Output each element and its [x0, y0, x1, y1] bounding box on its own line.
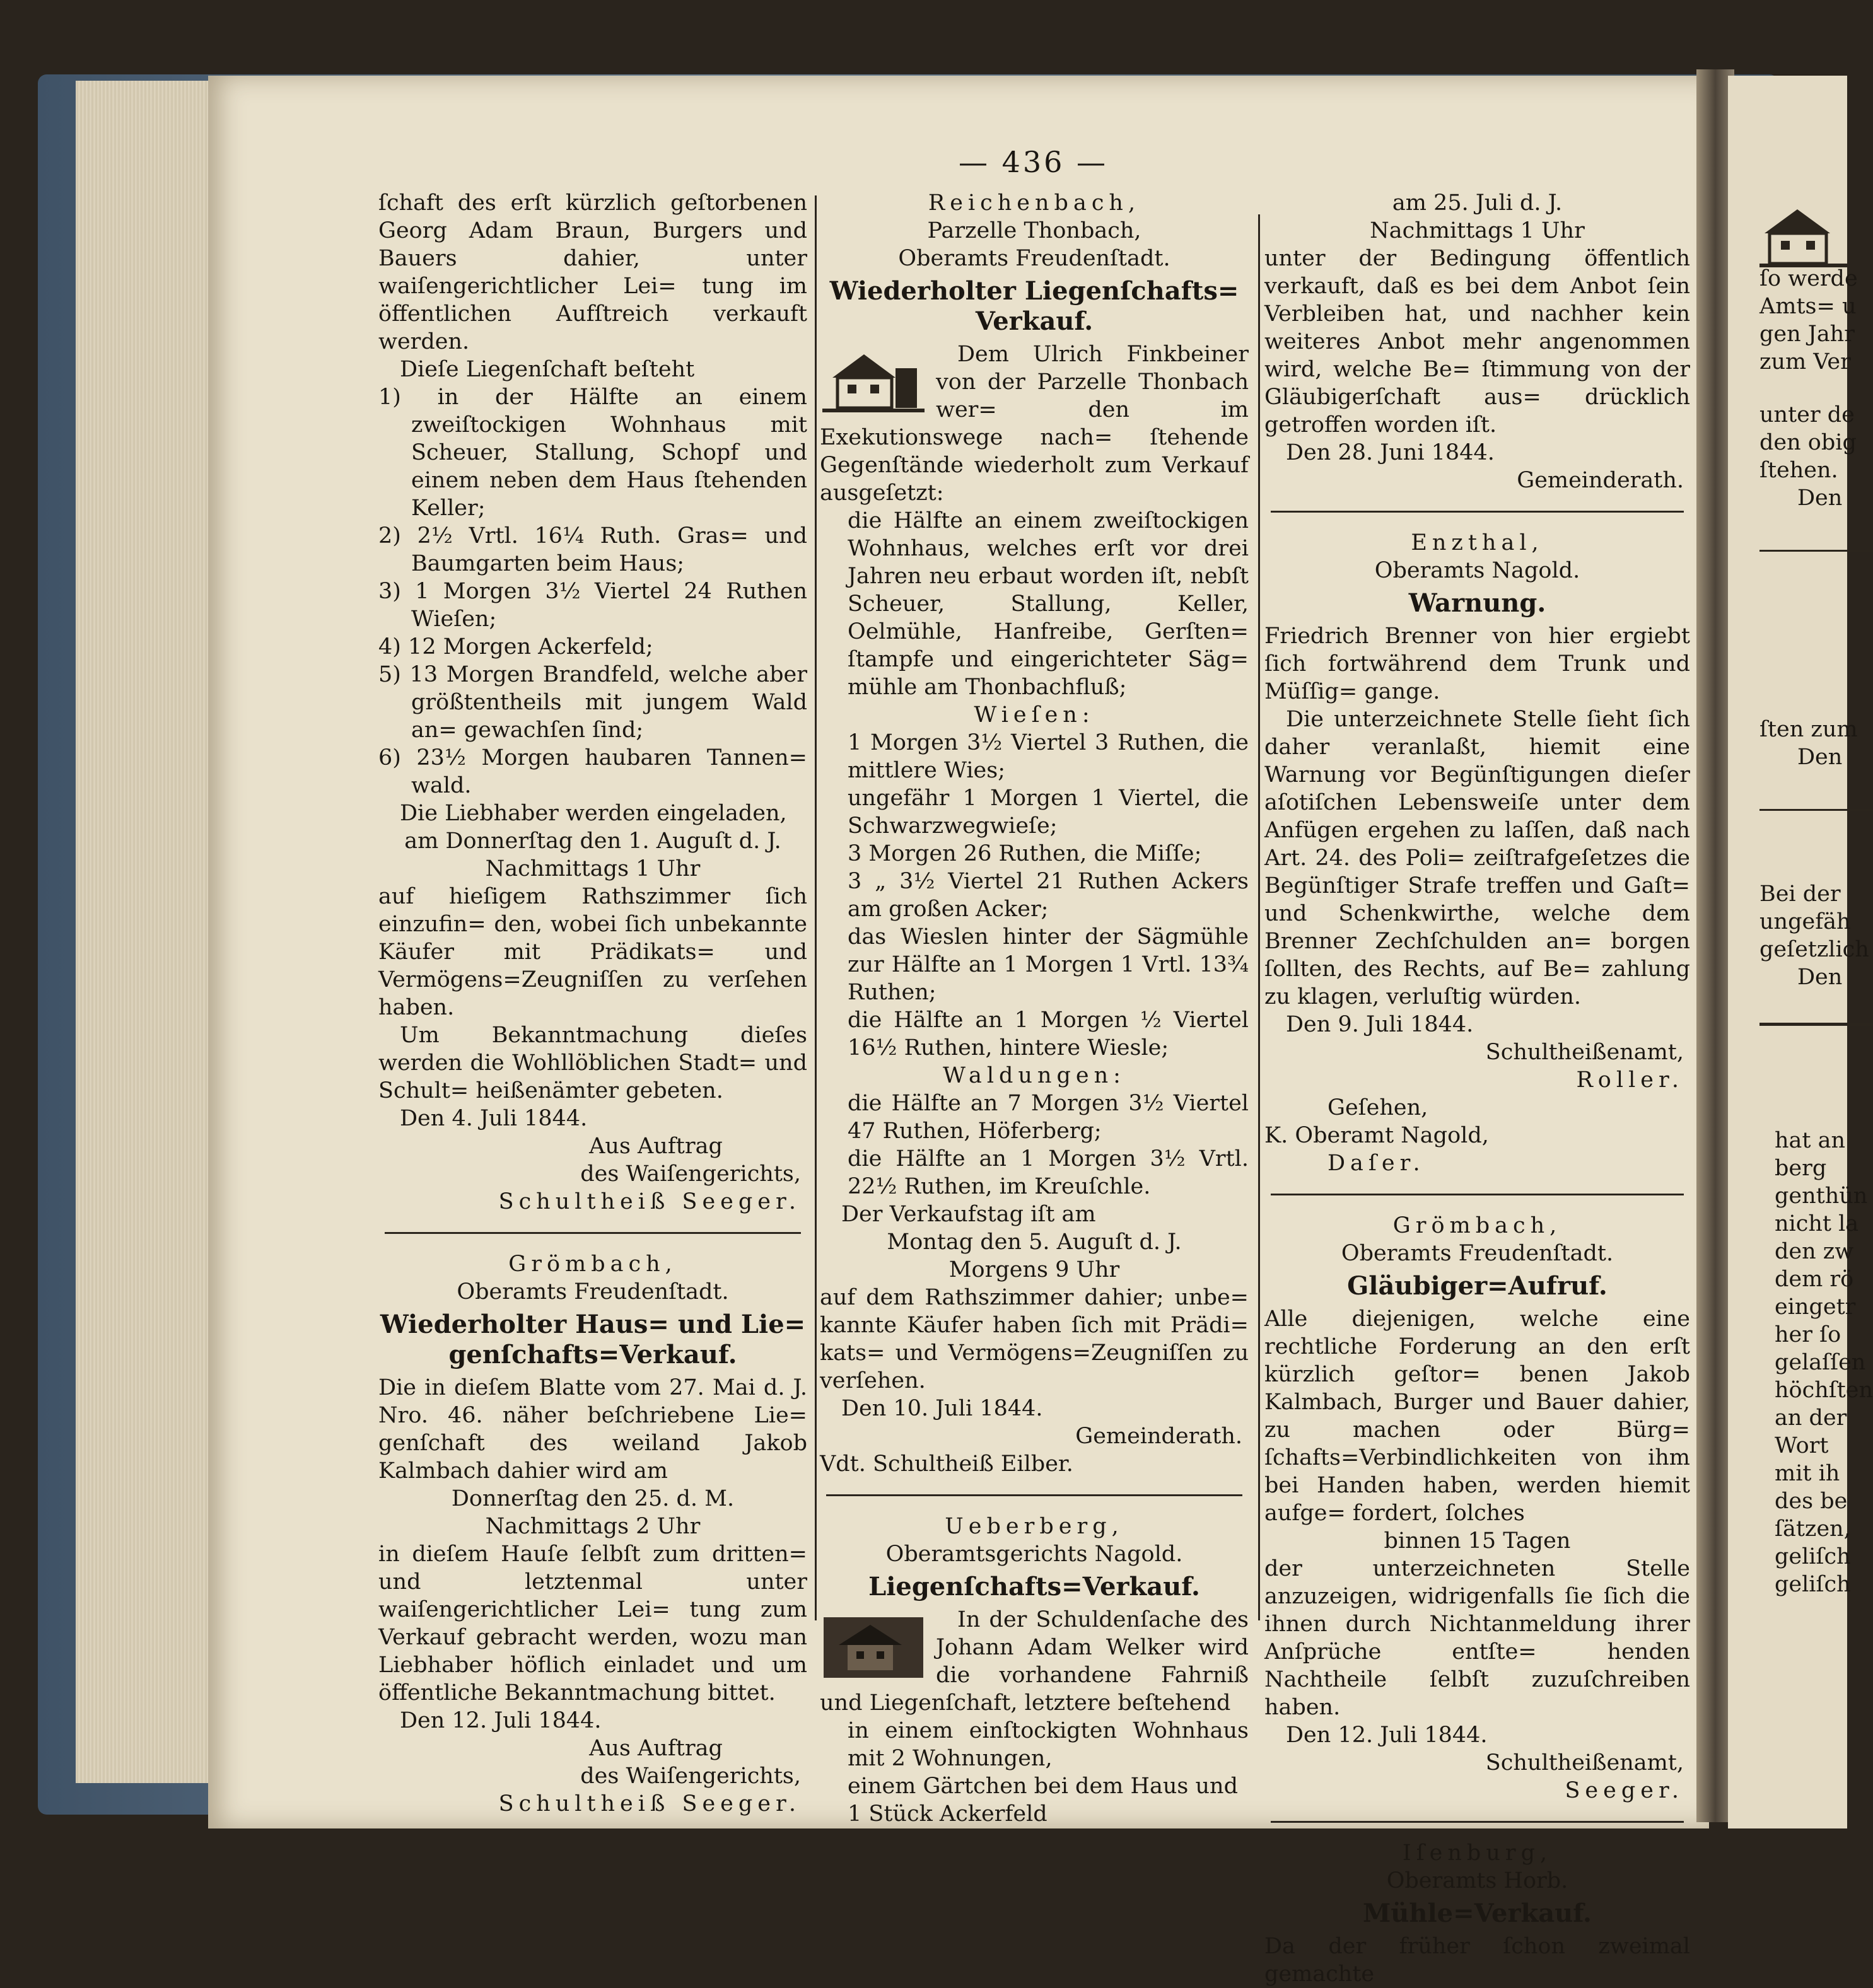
section-time: Nachmittags 2 Uhr — [485, 1514, 701, 1539]
section-title: Warnung. — [1408, 588, 1546, 618]
signature-line: Aus Auftrag — [589, 1134, 723, 1159]
list-item: in einem einſtockigten Wohnhaus mit 2 Wohnungen, — [848, 1718, 1249, 1771]
section-title: Gläubiger=Aufruf. — [1347, 1271, 1608, 1301]
approval-line: Daſer. — [1327, 1151, 1425, 1176]
section-district: Oberamts Horb. — [1386, 1868, 1568, 1893]
fragment-line: ſtehen. — [1759, 458, 1838, 483]
fragment-line: ſten zum — [1759, 717, 1858, 742]
deadline: binnen 15 Tagen — [1384, 1528, 1571, 1554]
fragment-line: her ſo — [1775, 1322, 1841, 1347]
subheading-waldungen: Waldungen: — [943, 1063, 1126, 1088]
approval-line: Geſehen, — [1327, 1095, 1428, 1120]
section-district: Oberamts Nagold. — [1374, 558, 1580, 583]
signature-line: Schultheiß Seeger. — [498, 1791, 801, 1817]
list-item: ungefähr 1 Morgen 1 Viertel, die Schwarzwegwieſe; — [848, 786, 1249, 839]
fragment-line: berg — [1775, 1156, 1827, 1181]
signature-line: Aus Auftrag — [589, 1736, 723, 1761]
dated: Den 10. Juli 1844. — [841, 1396, 1043, 1421]
section-district: Oberamtsgerichts Nagold. — [885, 1542, 1183, 1567]
fragment-line: den obig — [1759, 430, 1857, 455]
dated: Den 12. Juli 1844. — [400, 1708, 602, 1733]
fragment-line: Wort — [1775, 1433, 1829, 1458]
fragment-line: mit ih — [1775, 1461, 1840, 1486]
list-item: die Hälfte an einem zweiſtockigen Wohnhaus, welches erſt vor drei Jahren neu erbaut worden iſt, nebſt Scheuer, Stallung, Keller, Oelmühle, Hanfreibe, Gerſten= ſtampfe und eingerichteter Säg= mühle am Thonbachfluß; — [848, 508, 1249, 700]
signature-line: Schultheißenamt, — [1485, 1750, 1684, 1776]
fragment-line: des be — [1775, 1489, 1848, 1514]
list-item: 5) 13 Morgen Brandfeld, welche aber größtentheils mit jungem Wald an= gewachſen ſind; — [378, 662, 807, 743]
section-place: Grömbach, — [1392, 1213, 1562, 1238]
section-rule — [1759, 809, 1873, 811]
sale-place: auf dem Rathszimmer dahier; unbe= kannte Käufer haben ſich mit Prädi= kats= und Vermögens=Zeugniſſen zu verſehen. — [820, 1285, 1249, 1393]
notice-intro: ſchaft des erſt kürzlich geſtorbenen Georg Adam Braun, Burgers und Bauers dahier, unter waiſengerichtlicher Lei= tung im öffentlichen Aufſtreich verkauft werden. — [378, 190, 807, 354]
section-place: Reichenbach, — [928, 190, 1141, 216]
dated: Den 28. Juni 1844. — [1286, 440, 1495, 465]
list-item: einem Gärtchen bei dem Haus und — [848, 1774, 1238, 1799]
list-item: 1) in der Hälfte an einem zweiſtockigen Wohnhaus mit Scheuer, Stallung, Schopf und einem neben dem Haus ſtehenden Keller; — [378, 385, 807, 521]
list-item: die Hälfte an 1 Morgen ½ Viertel 16½ Ruthen, hintere Wiesle; — [848, 1008, 1249, 1061]
section-place: Ueberberg, — [945, 1514, 1124, 1539]
house-woodcut-icon — [820, 1608, 927, 1683]
sale-date: am 25. Juli d. J. — [1392, 190, 1563, 216]
section-rule — [1759, 550, 1873, 552]
fragment-line: unter de — [1759, 402, 1855, 427]
fragment-line: ſo werde — [1759, 266, 1858, 291]
fragment-line: zum Ver — [1759, 349, 1851, 375]
sale-date: am Donnerſtag den 1. Auguſt d. J. — [404, 828, 781, 854]
section-title: Mühle=Verkauf. — [1363, 1898, 1592, 1928]
request: Um Bekanntmachung dieſes werden die Wohllöblichen Stadt= und Schult= heißenämter gebeten. — [378, 1023, 807, 1103]
section-body: in dieſem Hauſe ſelbſt zum dritten= und letztenmal unter waiſengerichtlicher Lei= tung zum Verkauf gebracht werden, wozu man Liebhaber höflich einladet und um öffentliche Bekanntmachung bittet. — [378, 1542, 807, 1706]
list-item: 3) 1 Morgen 3½ Viertel 24 Ruthen Wieſen; — [378, 579, 807, 632]
section-title: Wiederholter Liegenſchafts= Verkauf. — [829, 276, 1239, 336]
list-item: 1 Morgen 3½ Viertel 3 Ruthen, die mittlere Wies; — [848, 730, 1249, 783]
fragment-line: dem rö — [1775, 1267, 1854, 1292]
signature-line: Schultheiß Seeger. — [498, 1189, 801, 1214]
list-item: die Hälfte an 1 Morgen 3½ Vrtl. 22½ Ruthen, im Kreuſchle. — [848, 1146, 1249, 1199]
signature-line: des Waiſengerichts, — [580, 1161, 801, 1187]
section-place: Grömbach, — [508, 1252, 677, 1277]
section-district: Oberamts Freudenſtadt. — [1341, 1241, 1614, 1266]
fragment-line: Den — [1797, 965, 1843, 990]
fragment-line: Bei der — [1759, 881, 1841, 907]
section-title: Wiederholter Haus= und Lie= genſchafts=Verkauf. — [380, 1310, 806, 1369]
sale-date: Montag den 5. Auguſt d. J. — [887, 1229, 1182, 1255]
column-divider — [815, 195, 817, 1620]
dated: Den 4. Juli 1844. — [400, 1106, 588, 1131]
list-item: 3 „ 3½ Viertel 21 Ruthen Ackers am großen Acker; — [848, 869, 1249, 922]
section-body: Da der früher ſchon zweimal gemachte — [1264, 1934, 1690, 1987]
fragment-line: eingetr — [1775, 1294, 1856, 1320]
fragment-line: nicht la — [1775, 1211, 1859, 1236]
section-body: unter der Bedingung öffentlich verkauft, daß es bei dem Anbot ſein Verbleiben hat, und nachher kein weiteres Anbot mehr angenommen wird, welche Be= ſtimmung von der Gläubigerſchaft aus= drücklich getroffen worden iſt. — [1264, 246, 1690, 438]
sale-place: auf hieſigem Rathszimmer ſich einzufin= den, wobei ſich unbekannte Käufer mit Prädikats= und Vermögens=Zeugniſſen zu verſehen haben. — [378, 884, 807, 1020]
invitation: Die Liebhaber werden eingeladen, — [400, 801, 787, 826]
fragment-line: gelaſſen — [1775, 1350, 1866, 1375]
section-rule — [1271, 1821, 1684, 1823]
section-rule — [1271, 511, 1684, 513]
column-3 — [1264, 189, 1690, 1988]
fragment-line: an der — [1775, 1405, 1847, 1431]
section-title: Liegenſchafts=Verkauf. — [868, 1572, 1200, 1601]
fragment-line: hat an — [1775, 1128, 1846, 1153]
fragment-line: ſätzen, — [1775, 1516, 1851, 1542]
signature-line: Gemeinderath. — [1075, 1424, 1242, 1449]
section-place: Enzthal, — [1411, 530, 1544, 555]
sale-day: Der Verkaufstag iſt am — [841, 1202, 1096, 1227]
section-body: Dem Ulrich Finkbeiner von der Parzelle Thonbach wer= den im Exekutionswege nach= ſtehende Gegenſtände wiederholt zum Verkauf ausgeſetzt: — [820, 342, 1249, 506]
fragment-line: ungefäh — [1759, 909, 1851, 934]
section-parcel: Parzelle Thonbach, — [927, 218, 1141, 243]
fragment-line: geſetzlich — [1759, 937, 1869, 962]
fragment-line: Den — [1797, 485, 1843, 511]
section-body: Die in dieſem Blatte vom 27. Mai d. J. Nro. 46. näher beſchriebene Lie= genſchaft des weiland Jakob Kalmbach dahier wird am — [378, 1375, 807, 1484]
list-item: 4) 12 Morgen Ackerfeld; — [378, 634, 653, 660]
page-stack — [76, 81, 221, 1783]
fragment-line: den zw — [1775, 1239, 1854, 1264]
section-body: In der Schuldenſache des Johann Adam Welker wird die vorhandene Fahrniß und Liegenſchaft, letztere beſtehend — [820, 1607, 1249, 1716]
list-item: die Hälfte an 7 Morgen 3½ Viertel 47 Ruthen, Höferberg; — [848, 1091, 1249, 1144]
signature-line: Schultheißenamt, — [1485, 1040, 1684, 1065]
subheading-wiesen: Wieſen: — [974, 702, 1095, 728]
signature-line: Gemeinderath. — [1517, 468, 1684, 493]
section-body: Friedrich Brenner von hier ergiebt ſich fortwährend dem Trunk und Müſſig= gange. — [1264, 624, 1690, 704]
sale-time: Nachmittags 1 Uhr — [485, 856, 701, 881]
fragment-line: Amts= u — [1759, 294, 1857, 319]
fragment-line: geliſch — [1775, 1544, 1851, 1569]
list-item: 6) 23½ Morgen haubaren Tannen= wald. — [378, 745, 807, 798]
sale-time: Morgens 9 Uhr — [948, 1257, 1120, 1282]
section-body: der unterzeichneten Stelle anzuzeigen, widrigenfalls ſie ſich die ihnen durch Nichtanmeldung ihrer Anſprüche entſte= henden Nachtheile ſelbſt zuzuſchreiben haben. — [1264, 1556, 1690, 1720]
section-rule — [1271, 1194, 1684, 1195]
dated: Den 12. Juli 1844. — [1286, 1723, 1488, 1748]
signature-line: Seeger. — [1565, 1778, 1684, 1803]
section-body: Alle diejenigen, welche eine rechtliche Forderung an den erſt kürzlich geſtor= benen Jakob Kalmbach, Burger und Bauer dahier, zu machen oder Bürg= ſchafts=Verbindlichkeiten von ihm bei Handen haben, werden hiemit aufge= fordert, ſolches — [1264, 1306, 1690, 1526]
dated: Den 9. Juli 1844. — [1286, 1012, 1474, 1037]
section-rule — [385, 1232, 801, 1234]
list-intro: Dieſe Liegenſchaft beſteht — [400, 357, 695, 382]
section-place: Iſenburg, — [1402, 1840, 1553, 1866]
signature-line: des Waiſengerichts, — [580, 1764, 801, 1789]
list-item: 1 Stück Ackerfeld — [848, 1801, 1047, 1827]
approval-line: K. Oberamt Nagold, — [1264, 1123, 1489, 1148]
fragment-line: gen Jahr — [1759, 322, 1855, 347]
house-woodcut-icon — [1759, 202, 1848, 271]
fragment-line: Den — [1797, 745, 1843, 770]
column-2 — [820, 189, 1249, 1828]
column-4-fragment — [1759, 265, 1873, 1598]
section-rule — [1759, 1023, 1873, 1026]
section-rule — [826, 1494, 1242, 1496]
fragment-line: geliſch — [1775, 1572, 1851, 1597]
sale-time: Nachmittags 1 Uhr — [1370, 218, 1585, 243]
section-district: Oberamts Freudenſtadt. — [457, 1279, 729, 1305]
house-woodcut-icon — [820, 343, 927, 417]
signature-line: Roller. — [1576, 1067, 1684, 1093]
section-date: Donnerſtag den 25. d. M. — [451, 1486, 735, 1511]
list-item: 3 Morgen 26 Ruthen, die Miſſe; — [848, 841, 1202, 866]
fragment-line: höchſten — [1775, 1378, 1873, 1403]
section-body: Die unterzeichnete Stelle ſieht ſich daher veranlaßt, hiemit eine Warnung vor Begünſtigungen dieſer aſotiſchen Lebensweiſe unter dem Anfügen ergehen zu laſſen, daß nach Art. 24. des Poli= zeiſtrafgeſetzes die Begünſtiger Strafe treffen und Gaſt= und Schenkwirthe, welche dem Brenner Zechſchulden an= borgen ſollten, des Rechts, auf Be= zahlung zu klagen, verluſtig würden. — [1264, 707, 1690, 1009]
signature-line: Vdt. Schultheiß Eilber. — [820, 1451, 1073, 1477]
list-item: das Wieslen hinter der Sägmühle zur Hälfte an 1 Morgen 1 Vrtl. 13¾ Ruthen; — [848, 924, 1249, 1005]
column-divider — [1258, 214, 1260, 1620]
column-1 — [378, 189, 807, 1818]
fragment-line: genthün — [1775, 1183, 1868, 1209]
page-number: — 436 — — [959, 145, 1109, 179]
list-item: 2) 2½ Vrtl. 16¼ Ruth. Gras= und Baumgarten beim Haus; — [378, 523, 807, 576]
section-district: Oberamts Freudenſtadt. — [898, 246, 1170, 271]
